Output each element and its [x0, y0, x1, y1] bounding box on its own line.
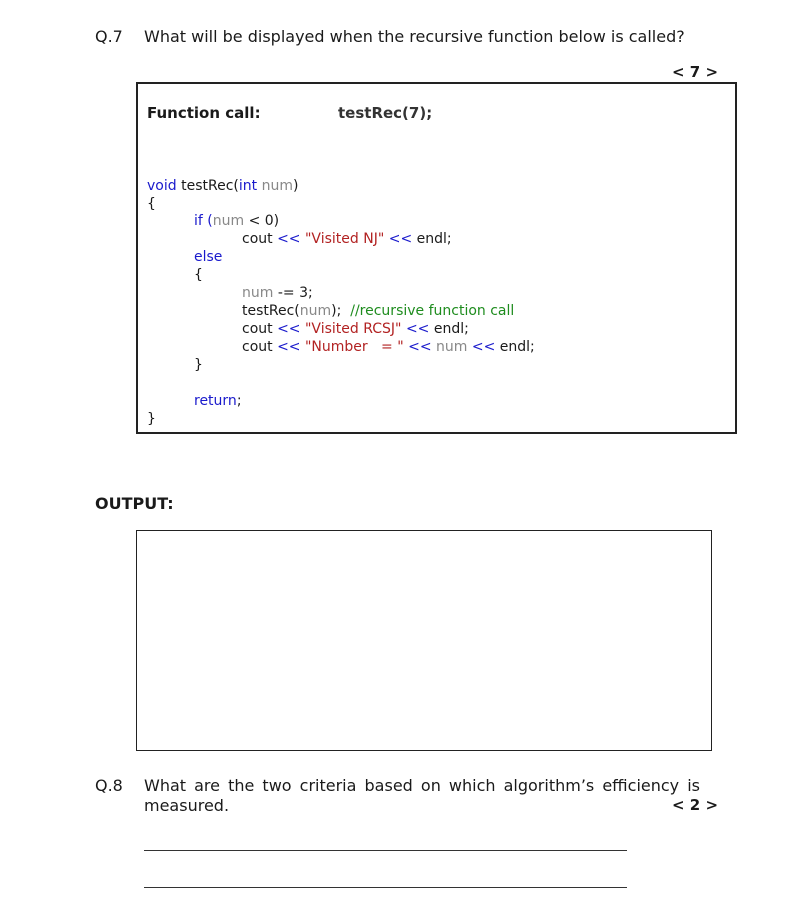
code-line-if — [194, 212, 279, 230]
paren-close: ) — [292, 178, 299, 194]
code-line-decrement — [242, 284, 313, 302]
q8-question-text-line1: What are the two criteria based on which algorithm’s efficiency is — [144, 776, 701, 795]
rec-call-b: ); — [331, 303, 342, 319]
q7-number: Q.7 — [95, 27, 123, 46]
cout3-op2: << — [408, 339, 432, 355]
keyword-return: return — [194, 393, 237, 409]
cout2-endl: endl; — [429, 321, 469, 337]
output-answer-box[interactable] — [136, 530, 712, 751]
cout2-string: "Visited RCSJ" — [300, 321, 406, 337]
keyword-void: void — [147, 178, 177, 194]
code-line-cout1 — [242, 230, 452, 248]
cout1-op2: << — [388, 231, 413, 247]
code-inner-open-brace: { — [194, 267, 203, 283]
answer-line-1[interactable] — [144, 850, 627, 851]
dec-var: num — [242, 285, 274, 301]
keyword-if: if — [194, 213, 203, 229]
code-line-cout3 — [242, 338, 535, 356]
function-call-value: testRec(7); — [338, 104, 433, 122]
code-open-brace: { — [147, 196, 156, 212]
cout3-var: num — [431, 339, 472, 355]
code-close-brace: } — [147, 411, 156, 427]
cout2-op: << — [277, 321, 301, 337]
cout3-string: "Number = " — [300, 339, 409, 355]
q7-question-text: What will be displayed when the recursive function below is called? — [144, 27, 685, 46]
if-condition: < 0) — [244, 213, 280, 229]
code-box — [136, 82, 737, 434]
dec-rest: -= 3; — [273, 285, 313, 301]
if-var: num — [212, 213, 245, 229]
cout1-endl: endl; — [412, 231, 452, 247]
param-num: num — [257, 178, 293, 194]
code-line-cout2 — [242, 320, 469, 338]
answer-line-2[interactable] — [144, 887, 627, 888]
cout3-op: << — [277, 339, 301, 355]
function-name: testRec( — [176, 178, 239, 194]
rec-call-a: testRec( — [242, 303, 300, 319]
cout2-op2: << — [405, 321, 430, 337]
q8-question-text-line2: measured. — [144, 796, 230, 815]
cout3-keyword: cout — [242, 339, 278, 355]
function-call-label: Function call: — [147, 104, 261, 122]
keyword-int: int — [238, 178, 258, 194]
code-line-signature — [147, 177, 298, 195]
cout1-op: << — [277, 231, 301, 247]
cout1-keyword: cout — [242, 231, 278, 247]
q8-marks: < 2 > — [672, 796, 719, 814]
code-line-return — [194, 392, 242, 410]
q8-number: Q.8 — [95, 776, 123, 795]
rec-comment: //recursive function call — [341, 303, 515, 319]
rec-var: num — [299, 303, 332, 319]
cout1-string: "Visited NJ" — [300, 231, 389, 247]
cout2-keyword: cout — [242, 321, 278, 337]
output-label: OUTPUT: — [95, 494, 174, 513]
cout3-op3: << — [471, 339, 496, 355]
code-line-recursive-call — [242, 302, 514, 320]
cout3-endl: endl; — [495, 339, 535, 355]
q7-marks: < 7 > — [672, 63, 719, 81]
return-semicolon: ; — [236, 393, 242, 409]
if-open-paren: ( — [202, 213, 213, 229]
code-inner-close-brace: } — [194, 357, 203, 373]
keyword-else: else — [194, 249, 223, 265]
